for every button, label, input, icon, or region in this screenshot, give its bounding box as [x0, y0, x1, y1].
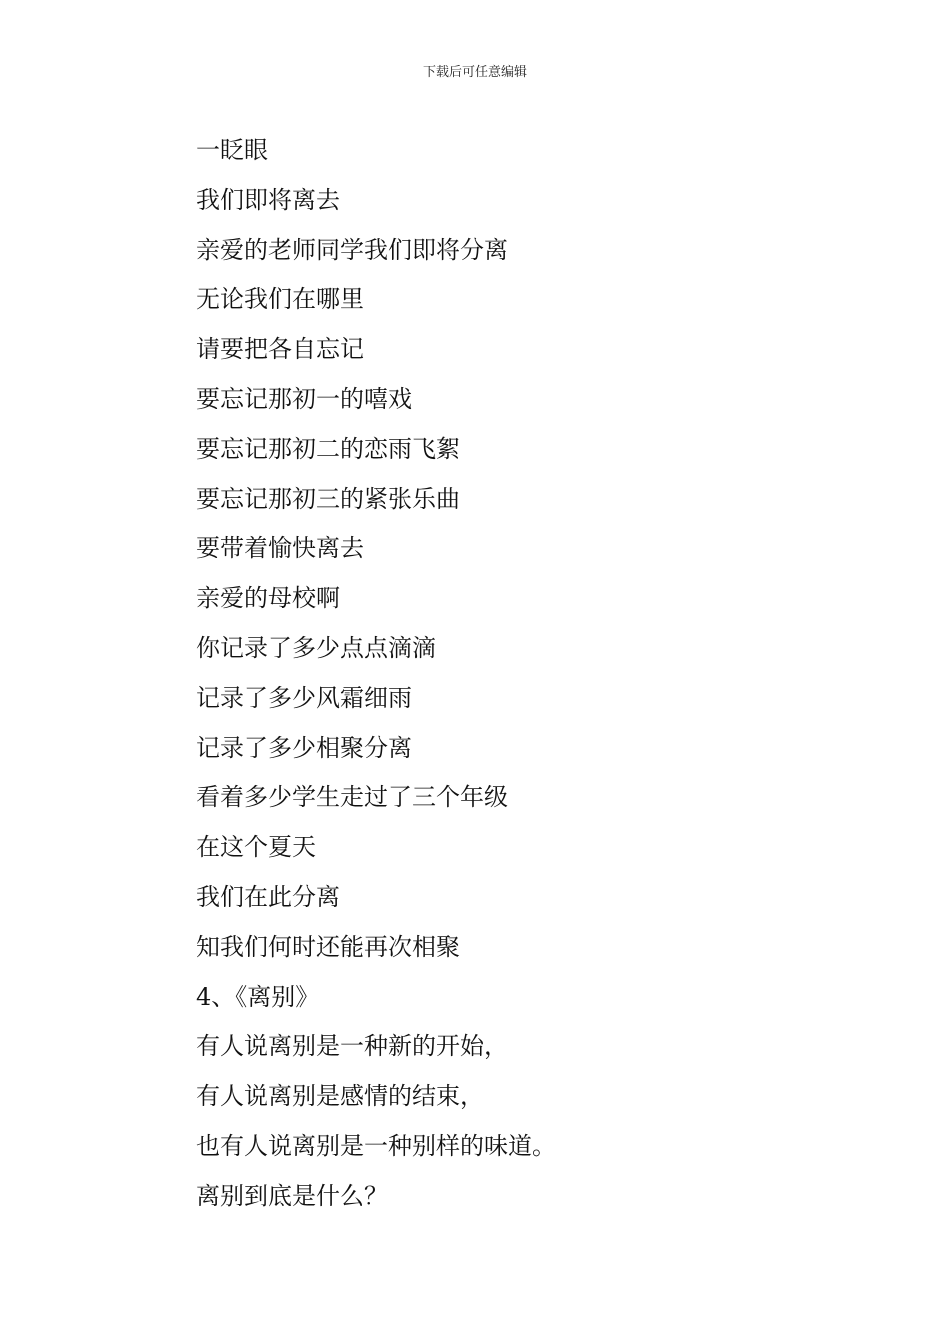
text-line: 我们即将离去: [196, 185, 340, 214]
text-line: 要带着愉快离去: [196, 534, 364, 563]
text-line: 请要把各自忘记: [196, 335, 364, 364]
text-line: 亲爱的母校啊: [196, 584, 340, 613]
section-heading: 4、《离别》: [196, 982, 320, 1011]
page-header: 下载后可任意编辑: [422, 65, 527, 80]
text-line: 要忘记那初三的紧张乐曲: [196, 484, 460, 513]
text-line: 亲爱的老师同学我们即将分离: [196, 235, 508, 264]
text-line: 要忘记那初一的嘻戏: [196, 384, 412, 413]
text-line: 无论我们在哪里: [196, 285, 364, 314]
text-line: 知我们何时还能再次相聚: [196, 932, 460, 961]
text-line: 有人说离别是一种新的开始，: [196, 1032, 508, 1061]
text-line: 一眨眼: [196, 136, 268, 164]
text-line: 在这个夏天: [196, 833, 316, 862]
document-body: [196, 126, 896, 1222]
text-line: 要忘记那初二的恋雨飞絮: [196, 434, 460, 463]
text-line: 记录了多少相聚分离: [196, 733, 412, 762]
text-line: 有人说离别是感情的结束，: [196, 1082, 484, 1111]
text-line: 离别到底是什么？: [196, 1181, 388, 1210]
text-line: 也有人说离别是一种别样的味道。: [196, 1131, 556, 1160]
text-line: 记录了多少风霜细雨: [196, 683, 412, 712]
text-line: 你记录了多少点点滴滴: [196, 633, 436, 662]
text-line: 我们在此分离: [196, 882, 340, 911]
text-line: 看着多少学生走过了三个年级: [196, 783, 508, 812]
